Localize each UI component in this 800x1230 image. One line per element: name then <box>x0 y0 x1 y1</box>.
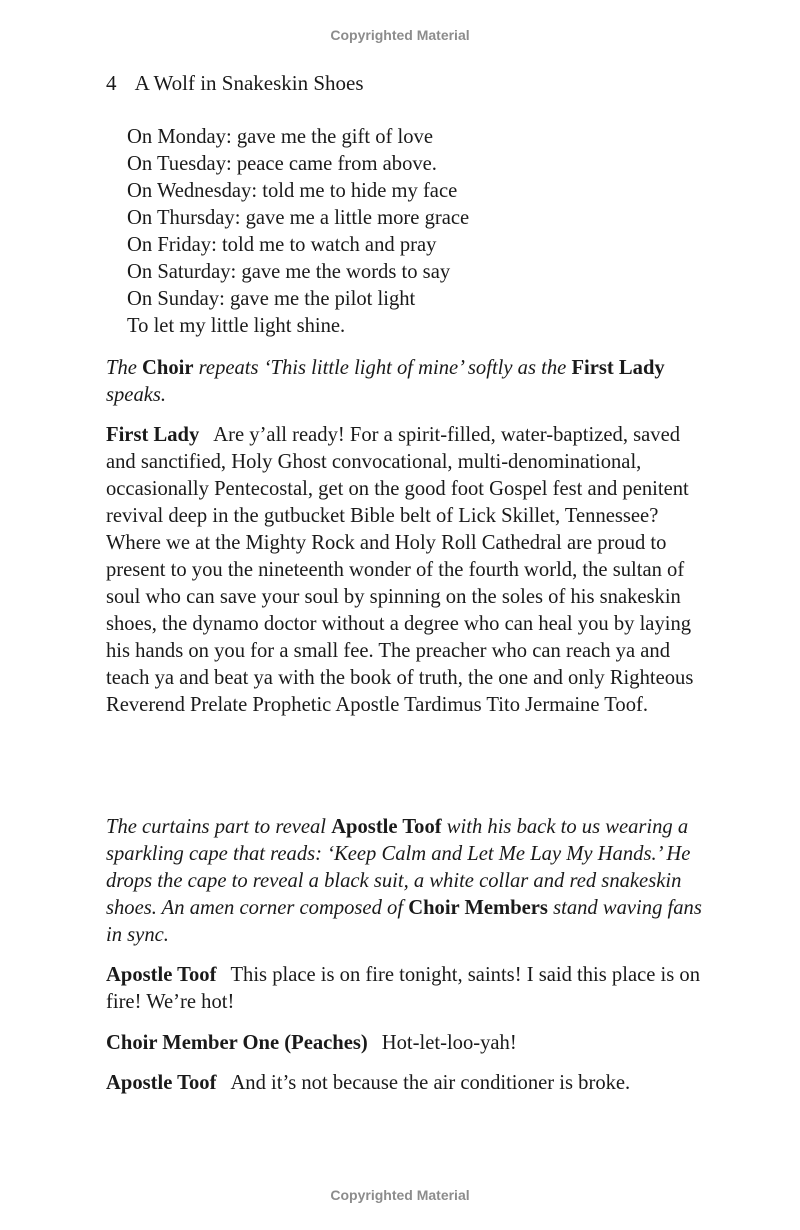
song-line: To let my little light shine. <box>127 315 346 337</box>
copyright-watermark-bottom: Copyrighted Material <box>330 1187 470 1203</box>
direction-text: speaks. <box>106 384 167 406</box>
page-number: 4 <box>106 71 117 95</box>
song-line: On Friday: told me to watch and pray <box>127 234 437 256</box>
direction-text: The curtains part to reveal <box>106 816 332 838</box>
character-name: First Lady <box>571 357 665 379</box>
dialogue-text: Are y’all ready! For a spirit-filled, water-baptized, saved and sanctified, Holy Ghost convocational, multi-denominational, occasionally Pentecostal, get on the good foot Gospel fest and penitent revival deep in the gutbucket Bible belt of Lick Skillet, Tennessee? Where we at the Mighty Rock and Holy Roll Cathedral are proud to present to you the nineteenth wonder of the fourth world, the sultan of soul who can save your soul by spinning on the soles of his snakeskin shoes, the dynamo doctor without a degree who can heal you by laying his hands on you for a small fee. The preacher who can reach ya and teach ya and beat ya with the book of truth, the one and only Righteous Reverend Prelate Prophetic Apostle Tardimus Tito Jermaine Toof. <box>106 424 694 716</box>
song-line: On Thursday: gave me a little more grace <box>127 207 470 229</box>
song-line: On Sunday: gave me the pilot light <box>127 288 416 310</box>
speaker-name: Apostle Toof <box>106 964 217 986</box>
dialogue-apostle-toof <box>106 1070 706 1097</box>
dialogue-text: This place is on fire tonight, saints! I said this place is on fire! We’re hot! <box>106 964 701 1013</box>
song-line: On Wednesday: told me to hide my face <box>127 180 458 202</box>
song-line: On Saturday: gave me the words to say <box>127 261 451 283</box>
running-head <box>106 71 364 96</box>
dialogue-text: And it’s not because the air conditioner is broke. <box>230 1072 631 1094</box>
song-lyrics <box>127 124 727 340</box>
direction-text: stand waving fans in sync. <box>106 897 702 946</box>
character-name: Choir <box>142 357 194 379</box>
song-line: On Monday: gave me the gift of love <box>127 126 433 148</box>
stage-direction-choir <box>106 355 706 409</box>
speaker-name: Choir Member One (Peaches) <box>106 1032 368 1054</box>
dialogue-first-lady <box>106 422 706 719</box>
book-title: A Wolf in Snakeskin Shoes <box>134 71 364 95</box>
song-line: On Tuesday: peace came from above. <box>127 153 437 175</box>
dialogue-text: Hot-let-loo-yah! <box>381 1032 517 1054</box>
stage-direction-curtains <box>106 814 706 949</box>
direction-text: repeats ‘This little light of mine’ softly as the <box>193 357 572 379</box>
speaker-name: First Lady <box>106 424 200 446</box>
direction-text: The <box>106 357 143 379</box>
copyright-watermark-top: Copyrighted Material <box>330 27 470 43</box>
dialogue-peaches <box>106 1030 706 1057</box>
character-name: Apostle Toof <box>331 816 442 838</box>
dialogue-apostle-toof <box>106 962 706 1016</box>
direction-text: with his back to us wearing a sparkling cape that reads: ‘Keep Calm and Let Me Lay My Hands.’ He drops the cape to reveal a black suit, a white collar and red snakeskin shoes. An amen corner composed of <box>106 816 691 919</box>
speaker-name: Apostle Toof <box>106 1072 217 1094</box>
character-name: Choir Members <box>408 897 548 919</box>
